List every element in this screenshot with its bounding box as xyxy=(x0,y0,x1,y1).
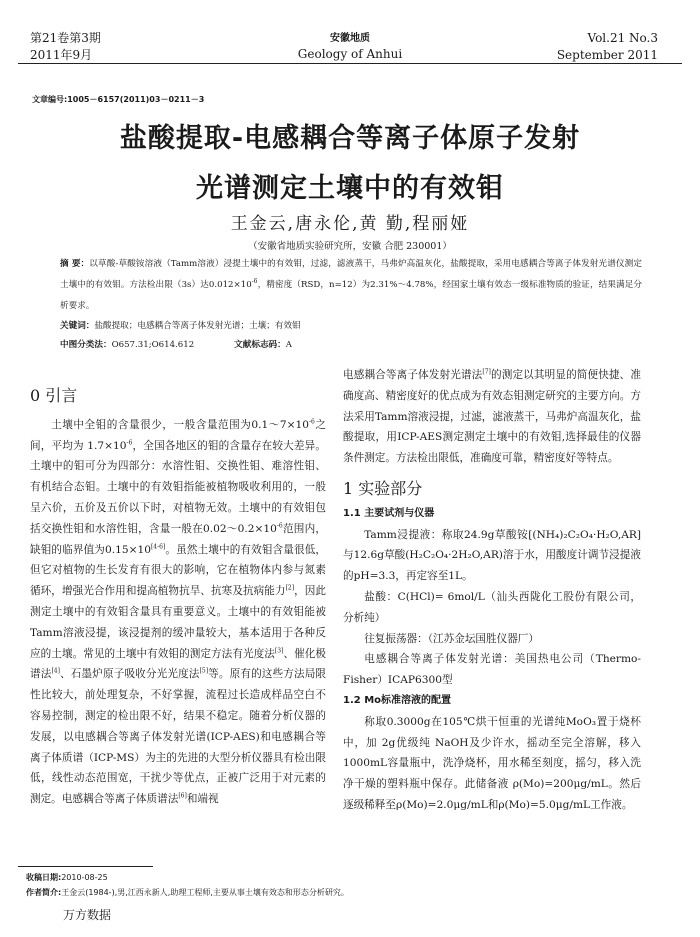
title-line-2: 光谱测定土壤中的有效钼 xyxy=(196,173,504,204)
clc-value: O657.31;O614.612 xyxy=(111,340,195,350)
header-volume-en: Vol.21 No.3 xyxy=(587,31,658,45)
subsection-1-2-heading: 1.2 Mo标准溶液的配置 xyxy=(343,694,452,706)
doc-code-label: 文献标志码： xyxy=(234,340,286,350)
subsection-1-1-heading: 1.1 主要试剂与仪器 xyxy=(343,507,435,519)
author-list: 王金云,唐永伦,黄 勤,程丽娅 xyxy=(230,214,470,234)
keywords-label: 关键词： xyxy=(60,321,95,331)
header-date-cn: 2011年9月 xyxy=(30,48,93,62)
article-number: 文章编号:1005－6157(2011)03－0211－3 xyxy=(32,95,205,104)
intro-paragraph-continued: 电感耦合等离子体发射光谱法[7]的测定以其明显的简便快捷、准确度高、精密度好的优点成为有效态钼测定研究的主要方向。方法采用Tamm溶液浸提，过滤，滤液蒸干，马弗炉高温灰化，盐酸提取，用ICP-AES测定测定土壤中的有效钼,选择最佳的仪器条件测定。方法检出限低，准确度可靠，精密度好等特点。 xyxy=(343,368,642,465)
header-journal-cn: 安徽地质 xyxy=(330,33,370,44)
clc-label: 中图分类法： xyxy=(60,340,112,350)
abstract-label: 摘 要： xyxy=(60,259,90,269)
left-column xyxy=(30,386,326,810)
instrument-shaker: 往复振荡器：（江苏金坛国胜仪器厂） xyxy=(364,632,539,645)
classification-line xyxy=(60,338,650,350)
abstract-text-a: 以草酸-草酸铵溶液（Tamm溶液）浸提土壤中的有效钼，过滤，滤液蒸干，马弗炉高温灰化，盐酸提取，采用电感耦合等离子体发射光谱仪测定土壤中的有效钼。方法检出限（3s）达0.012×10 xyxy=(60,259,642,290)
instrument-icp: 电感耦合等离子体发射光谱：美国热电公司（Thermo-Fisher）ICAP6300型 xyxy=(343,653,641,687)
intro-paragraph: 土壤中全钼的含量很少，一般含量范围为$0.1\sim 7\times 10^{-6}$之间，平均为 $1.7\times 10^{-6}$，全国各地区的钼的含量存在较大差异。土壤中的钼可分为四部分：水溶性钼、交换性钼、难溶性钼、有机结合态钼。土壤中的有效钼指能被植物吸收利用的，一般呈六价，五价及五价以下时，对植物无效。土壤中的有效钼包括交换性钼和水溶性钼，含量一般在$0.02\sim 0.2\times 10^{-6}$范围内，缺钼的临界值为0.15×10[4-6]。虽然土壤中的有效钼含量很低，但它对植物的生长发育有很大的影响，它在植物体内参与氮素循环，增强光合作用和提高植物抗旱、抗寒及抗病能力[2]，因此测定土壤中的有效钼含量具有重要意义。土壤中的有效钼能被Tamm溶液浸提，该浸提剂的缓冲量较大，基本适用于各种反应的土壤。常见的土壤中有效钼的测定方法有光度法[3]、催化极谱法[4]、石墨炉原子吸收分光光度法[5]等。原有的这些方法局限性比较大，前处理复杂，不好掌握，流程过长造成样品空白不容易控制，测定的检出限不好，结果不稳定。随着分析仪器的发展，以电感耦合等离子体发射光谱(ICP-AES)和电感耦合等离子体质谱（ICP-MS）为主的先进的大型分析仪器具有检出限低，线性动态范围宽，干扰少等优点，正被广泛用于对元素的测定。电感耦合等离子体质谱法[6]和端视 xyxy=(30,418,327,806)
footnote-rule xyxy=(18,866,153,867)
received-date: 收稿日期:2010-08-25 xyxy=(26,873,108,882)
section-0-heading: 0 引言 xyxy=(30,386,78,405)
header-volume-cn: 第21卷第3期 xyxy=(30,31,101,45)
keywords-text: 盐酸提取；电感耦合等离子体发射光谱；土壤；有效钼 xyxy=(94,321,301,331)
right-column xyxy=(343,365,641,816)
affiliation: （安徽省地质实验研究所，安徽 合肥 230001） xyxy=(248,241,452,252)
reagent-tamm: Tamm浸提液：称取24.9g草酸铵[(NH₄)₂C₂O₄·H₂O,AR]与12.6g草酸(H₂C₂O₄·2H₂O,AR)溶于水，用酸度计调节浸提液的pH=3.3，再定容至1L。 xyxy=(343,528,641,583)
reagent-hcl: 盐酸：C(HCl)= 6mol/L（汕头西陇化工股份有限公司，分析纯） xyxy=(343,590,641,624)
doc-code-value: A xyxy=(285,340,292,350)
wanfang-watermark: 万方数据 xyxy=(63,908,112,922)
section-1-heading: 1 实验部分 xyxy=(343,478,423,498)
title-line-1: 盐酸提取-电感耦合等离子体原子发射 xyxy=(119,123,581,154)
keywords xyxy=(60,319,650,331)
header-journal-en: Geology of Anhui xyxy=(297,47,403,61)
abstract-text-b: ，精密度（RSD，n=12）为2.31%～4.78%，经国家土壤有效态一级标准物质的验证，结果满足分析要求。 xyxy=(60,280,642,311)
abstract xyxy=(60,254,642,317)
abstract-sup: -6 xyxy=(251,278,258,286)
header-date-en: September 2011 xyxy=(556,48,658,62)
header-rule xyxy=(18,63,682,64)
standard-solution-paragraph: 称取0.3000g在105℃烘干恒重的光谱纯MoO₃置于烧杯中，加 2g优级纯 NaOH及少许水，摇动至完全溶解，移入 1000mL容量瓶中，洗净烧杯，用水稀至刻度，摇匀，移入洗净干燥的塑料瓶中保存。此储备液 ρ(Mo)=200μg/mL。然后逐级稀释至ρ(Mo)=2.0μg/mL和ρ(Mo)=5.0μg/mL工作液。 xyxy=(343,715,641,811)
author-bio: 作者简介:王金云(1984-),男,江西永新人,助理工程师,主要从事土壤有效态和形态分析研究。 xyxy=(26,888,349,897)
